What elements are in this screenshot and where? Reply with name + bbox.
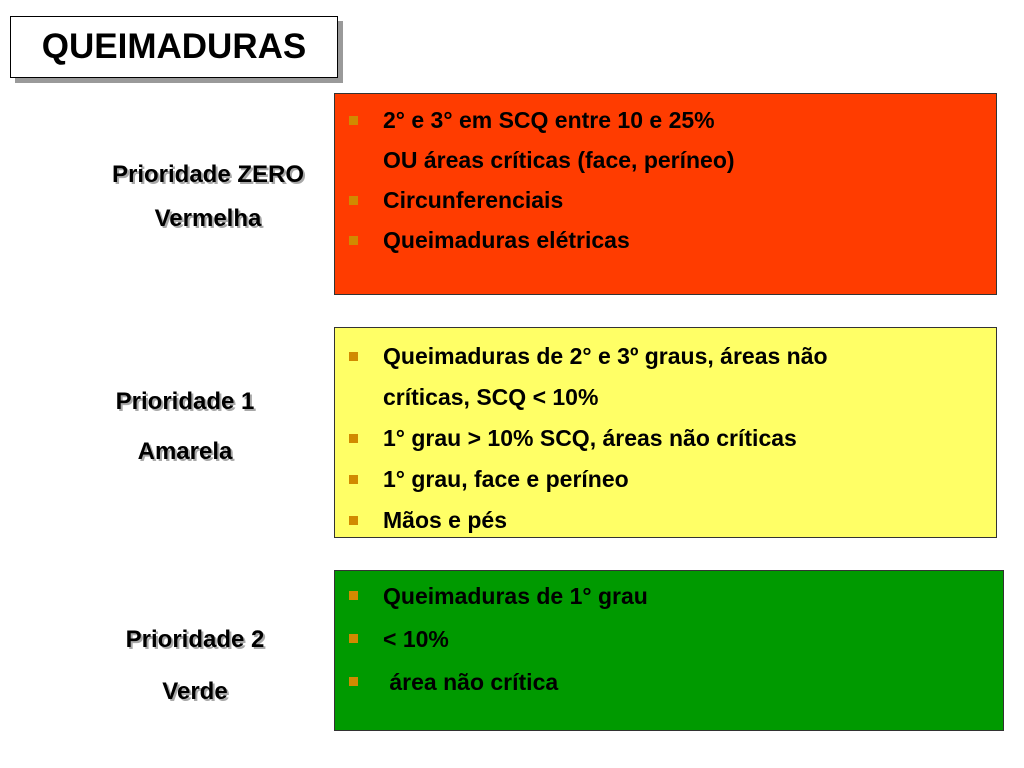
list-item: Mãos e pés — [335, 500, 996, 541]
priority-zero-panel — [334, 93, 997, 295]
list-item: Queimaduras de 1° grau — [335, 575, 1003, 618]
priority-two-color: Verde — [162, 678, 228, 705]
list-item: Queimaduras elétricas — [335, 220, 996, 260]
square-bullet-icon — [349, 516, 358, 525]
priority-one-panel — [334, 327, 997, 538]
priority-two-label — [70, 618, 320, 714]
square-bullet-icon — [349, 236, 358, 245]
square-bullet-icon — [349, 196, 358, 205]
list-item: Queimaduras de 2° e 3º graus, áreas não críticas, SCQ < 10% — [335, 336, 996, 418]
list-item: 1° grau > 10% SCQ, áreas não críticas — [335, 418, 996, 459]
priority-two-name: Prioridade 2 — [125, 626, 265, 653]
square-bullet-icon — [349, 634, 358, 643]
list-item: área não crítica — [335, 661, 1003, 704]
square-bullet-icon — [349, 677, 358, 686]
priority-two-panel — [334, 570, 1004, 731]
priority-zero-name: Prioridade ZERO — [111, 161, 305, 188]
title-box — [10, 16, 338, 78]
priority-zero-label — [80, 153, 336, 241]
page-title: QUEIMADURAS — [41, 27, 307, 66]
priority-one-label — [60, 380, 310, 474]
list-item: 2° e 3° em SCQ entre 10 e 25% OU áreas críticas (face, períneo) — [335, 100, 996, 180]
priority-zero-color: Vermelha — [154, 205, 262, 232]
square-bullet-icon — [349, 352, 358, 361]
list-item: < 10% — [335, 618, 1003, 661]
list-item: 1° grau, face e períneo — [335, 459, 996, 500]
square-bullet-icon — [349, 591, 358, 600]
square-bullet-icon — [349, 116, 358, 125]
priority-one-color: Amarela — [137, 438, 233, 465]
square-bullet-icon — [349, 434, 358, 443]
priority-one-name: Prioridade 1 — [115, 388, 255, 415]
square-bullet-icon — [349, 475, 358, 484]
list-item: Circunferenciais — [335, 180, 996, 220]
